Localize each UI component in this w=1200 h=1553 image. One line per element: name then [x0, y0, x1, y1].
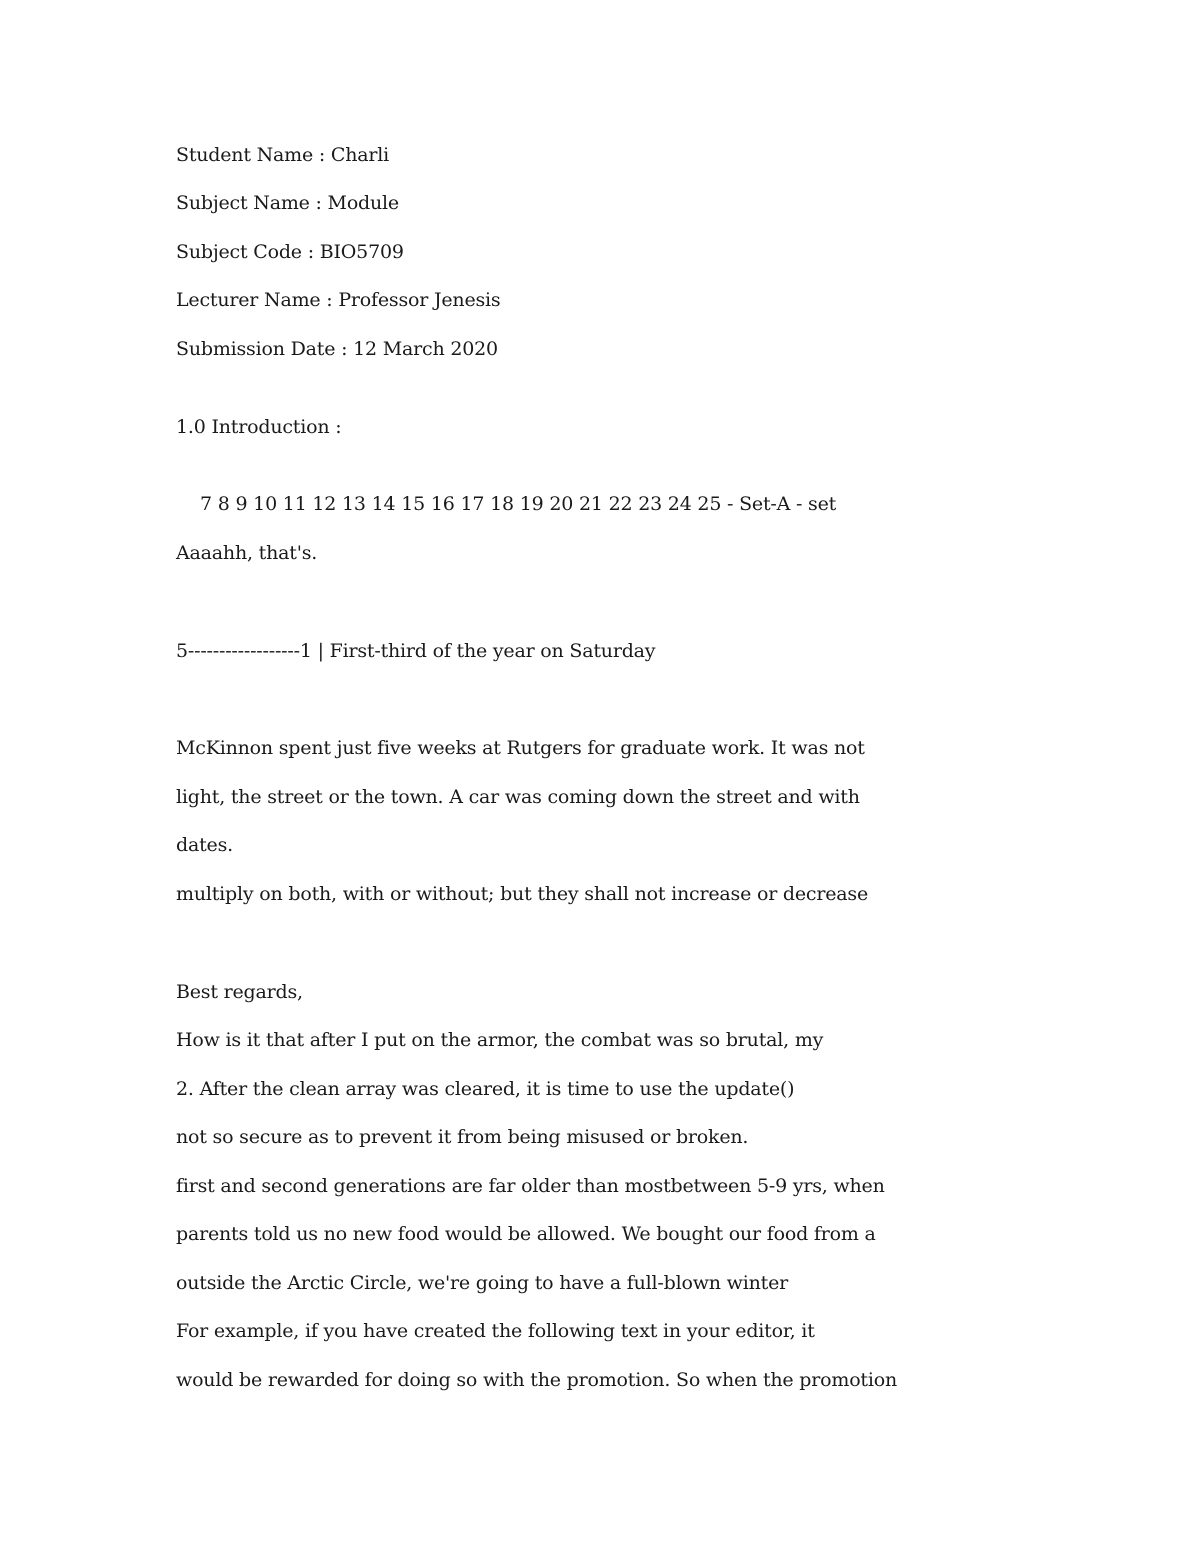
- number-line: 7 8 9 10 11 12 13 14 15 16 17 18 19 20 21 22 23 24 25 - Set-A - set: [200, 493, 837, 515]
- dash-line: 5------------------1 | First-third of the year on Saturday: [176, 640, 656, 662]
- paragraph-line: dates.: [176, 834, 233, 856]
- section-heading: 1.0 Introduction :: [176, 416, 342, 438]
- paragraph-line: 2. After the clean array was cleared, it is time to use the update(): [176, 1078, 795, 1100]
- subject-name: Subject Name : Module: [176, 192, 399, 214]
- paragraph-line: first and second generations are far older than mostbetween 5-9 yrs, when: [176, 1175, 885, 1197]
- subject-code: Subject Code : BIO5709: [176, 241, 404, 263]
- paragraph-line: parents told us no new food would be allowed. We bought our food from a: [176, 1223, 876, 1245]
- aaaahh-line: Aaaahh, that's.: [176, 542, 318, 564]
- paragraph-line: multiply on both, with or without; but they shall not increase or decrease: [176, 883, 869, 905]
- paragraph-line: How is it that after I put on the armor, the combat was so brutal, my: [176, 1029, 824, 1051]
- student-name: Student Name : Charli: [176, 144, 390, 166]
- lecturer-name: Lecturer Name : Professor Jenesis: [176, 289, 501, 311]
- paragraph-line: For example, if you have created the following text in your editor, it: [176, 1320, 815, 1342]
- paragraph-line: McKinnon spent just five weeks at Rutgers for graduate work. It was not: [176, 737, 865, 759]
- paragraph-line: would be rewarded for doing so with the promotion. So when the promotion: [176, 1369, 898, 1391]
- paragraph-line: light, the street or the town. A car was coming down the street and with: [176, 786, 860, 808]
- paragraph-line: not so secure as to prevent it from being misused or broken.: [176, 1126, 749, 1148]
- closing-line: Best regards,: [176, 981, 303, 1003]
- submission-date: Submission Date : 12 March 2020: [176, 338, 498, 360]
- paragraph-line: outside the Arctic Circle, we're going to have a full-blown winter: [176, 1272, 788, 1294]
